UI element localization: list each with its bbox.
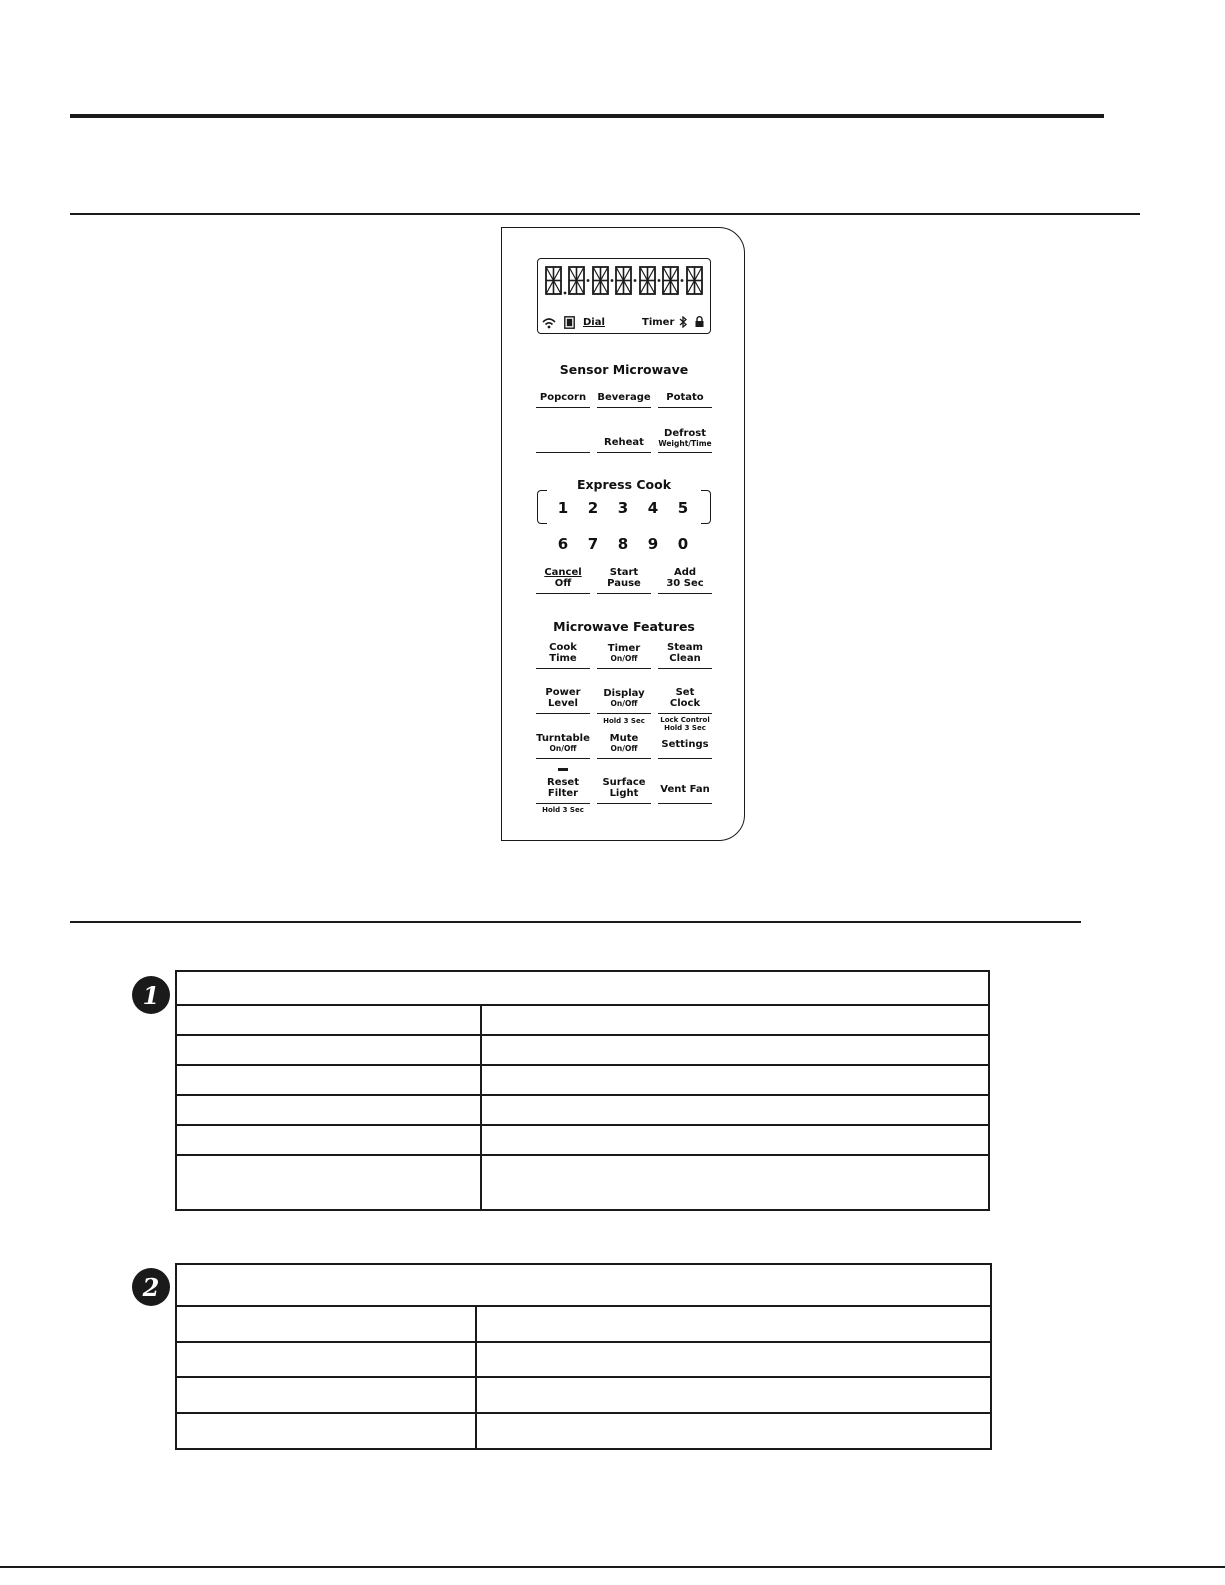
pause-label: Pause <box>607 578 641 589</box>
table-row <box>176 1125 989 1155</box>
table-cell <box>481 1125 989 1155</box>
table-cell <box>176 1035 481 1065</box>
lock-control-note: Lock Control <box>660 716 710 724</box>
mute-label: Mute <box>609 733 639 744</box>
level-label: Level <box>548 698 578 709</box>
table-cell <box>476 1377 991 1413</box>
table-2-badge: 2 <box>132 1268 170 1306</box>
time-label: Time <box>549 653 577 664</box>
express-key-5[interactable]: 5 <box>677 499 689 517</box>
table-row <box>176 1035 989 1065</box>
table-cell <box>481 1035 989 1065</box>
beverage-button[interactable] <box>597 372 651 408</box>
timer-label: Timer <box>607 643 641 654</box>
display-hold-note: Hold 3 Sec <box>603 717 645 725</box>
cancel-off-button[interactable] <box>536 558 590 594</box>
table-cell <box>176 1125 481 1155</box>
microwave-features-title: Microwave Features <box>553 619 695 634</box>
mute-button[interactable] <box>597 723 651 759</box>
top-heavy-rule <box>70 114 1104 118</box>
section-rule-upper <box>70 213 1140 215</box>
clock-label: Clock <box>669 698 701 709</box>
table-1 <box>175 970 990 1211</box>
lcd-display <box>537 258 711 334</box>
table-cell <box>176 1095 481 1125</box>
express-key-3[interactable]: 3 <box>617 499 629 517</box>
table-row <box>176 1264 991 1306</box>
steam-clean-button[interactable] <box>658 633 712 669</box>
off-label: Off <box>554 578 572 589</box>
lcd-separator-dot <box>564 292 567 295</box>
timer-button[interactable] <box>597 633 651 669</box>
set-clock-button[interactable] <box>658 678 712 714</box>
add-label: Add <box>673 567 697 578</box>
turntable-label: Turntable <box>536 733 590 744</box>
beverage-label: Beverage <box>597 392 651 403</box>
table-cell <box>476 1413 991 1449</box>
table-row <box>176 1095 989 1125</box>
display-label: Display <box>603 688 645 699</box>
potato-button[interactable] <box>658 372 712 408</box>
popcorn-label: Popcorn <box>539 392 587 403</box>
table-cell <box>476 1306 991 1342</box>
lcd-glyph <box>546 267 561 294</box>
lcd-glyph <box>663 267 678 294</box>
set-label: Set <box>675 687 695 698</box>
table-header-cell <box>176 971 989 1005</box>
control-panel-diagram <box>501 227 745 841</box>
defrost-label: Defrost <box>664 428 706 439</box>
lcd-separator-dot <box>658 279 661 282</box>
lcd-word-dial: Dial <box>583 317 605 328</box>
table-row <box>176 1377 991 1413</box>
table-1-badge: 1 <box>132 976 170 1014</box>
lcd-glyph <box>640 267 655 294</box>
number-key-9[interactable]: 9 <box>647 535 659 553</box>
table-cell <box>176 1342 476 1378</box>
vent-fan-label: Vent Fan <box>660 784 710 795</box>
express-bracket-left <box>537 490 547 524</box>
blank-button[interactable] <box>536 417 590 453</box>
display-sublabel: On/Off <box>610 699 638 708</box>
defrost-button[interactable] <box>658 417 712 453</box>
reheat-label: Reheat <box>604 437 644 448</box>
table-cell <box>476 1342 991 1378</box>
table-row <box>176 1413 991 1449</box>
add-30-sec-button[interactable] <box>658 558 712 594</box>
start-pause-button[interactable] <box>597 558 651 594</box>
lcd-separator-dot <box>681 279 684 282</box>
timer-sublabel: On/Off <box>610 654 638 663</box>
lcd-word-timer: Timer <box>642 317 675 328</box>
30-sec-label: 30 Sec <box>666 578 704 589</box>
cook-time-button[interactable] <box>536 633 590 669</box>
express-key-4[interactable]: 4 <box>647 499 659 517</box>
clean-label: Clean <box>669 653 701 664</box>
express-key-2[interactable]: 2 <box>587 499 599 517</box>
table-2 <box>175 1263 992 1450</box>
filter-label: Filter <box>547 788 579 799</box>
settings-button[interactable] <box>658 723 712 759</box>
number-key-7[interactable]: 7 <box>587 535 599 553</box>
sensor-microwave-title: Sensor Microwave <box>559 362 689 377</box>
turntable-button[interactable] <box>536 723 590 759</box>
lcd-glyph <box>687 267 702 294</box>
table-row <box>176 1155 989 1210</box>
table-header-cell <box>176 1264 991 1306</box>
table-cell <box>481 1095 989 1125</box>
lcd-glyph <box>593 267 608 294</box>
table-cell <box>481 1005 989 1035</box>
table-row <box>176 971 989 1005</box>
table-row <box>176 1306 991 1342</box>
table-row <box>176 1005 989 1035</box>
cancel-label: Cancel <box>544 567 582 578</box>
number-key-6[interactable]: 6 <box>557 535 569 553</box>
number-key-0[interactable]: 0 <box>677 535 689 553</box>
section-rule-lower <box>70 921 1081 923</box>
table-cell <box>481 1155 989 1210</box>
reset-filter-hold-note: Hold 3 Sec <box>542 806 584 814</box>
number-key-8[interactable]: 8 <box>617 535 629 553</box>
table-cell <box>176 1155 481 1210</box>
table-cell <box>176 1005 481 1035</box>
start-label: Start <box>609 567 639 578</box>
reset-filter-button[interactable] <box>536 768 590 804</box>
popcorn-button[interactable] <box>536 372 590 408</box>
lock-control-hold-note: Hold 3 Sec <box>664 724 706 732</box>
table-cell <box>176 1306 476 1342</box>
table-cell <box>481 1065 989 1095</box>
table-cell <box>176 1413 476 1449</box>
lcd-separator-dot <box>587 279 590 282</box>
lcd-glyph <box>569 267 584 294</box>
mute-sublabel: On/Off <box>610 744 638 753</box>
lcd-glyph <box>616 267 631 294</box>
table-cell <box>176 1065 481 1095</box>
lcd-separator-dot <box>634 279 637 282</box>
reheat-button[interactable] <box>597 417 651 453</box>
turntable-sublabel: On/Off <box>549 744 577 753</box>
power-level-button[interactable] <box>536 678 590 714</box>
vent-fan-button[interactable] <box>658 768 712 804</box>
settings-label: Settings <box>661 739 709 750</box>
table-row <box>176 1065 989 1095</box>
cook-label: Cook <box>549 642 577 653</box>
table-cell <box>176 1377 476 1413</box>
power-label: Power <box>545 687 581 698</box>
steam-label: Steam <box>667 642 703 653</box>
defrost-sublabel: Weight/Time <box>658 439 712 448</box>
reset-label: Reset <box>547 777 579 788</box>
bottom-rule <box>0 1566 1225 1568</box>
express-cook-title: Express Cook <box>576 477 672 492</box>
surface-label: Surface <box>602 777 646 788</box>
express-key-1[interactable]: 1 <box>557 499 569 517</box>
light-label: Light <box>609 788 639 799</box>
express-bracket-right <box>701 490 711 524</box>
display-button[interactable] <box>597 678 651 714</box>
surface-light-button[interactable] <box>597 768 651 804</box>
lcd-separator-dot <box>611 279 614 282</box>
potato-label: Potato <box>666 392 704 403</box>
table-row <box>176 1342 991 1378</box>
